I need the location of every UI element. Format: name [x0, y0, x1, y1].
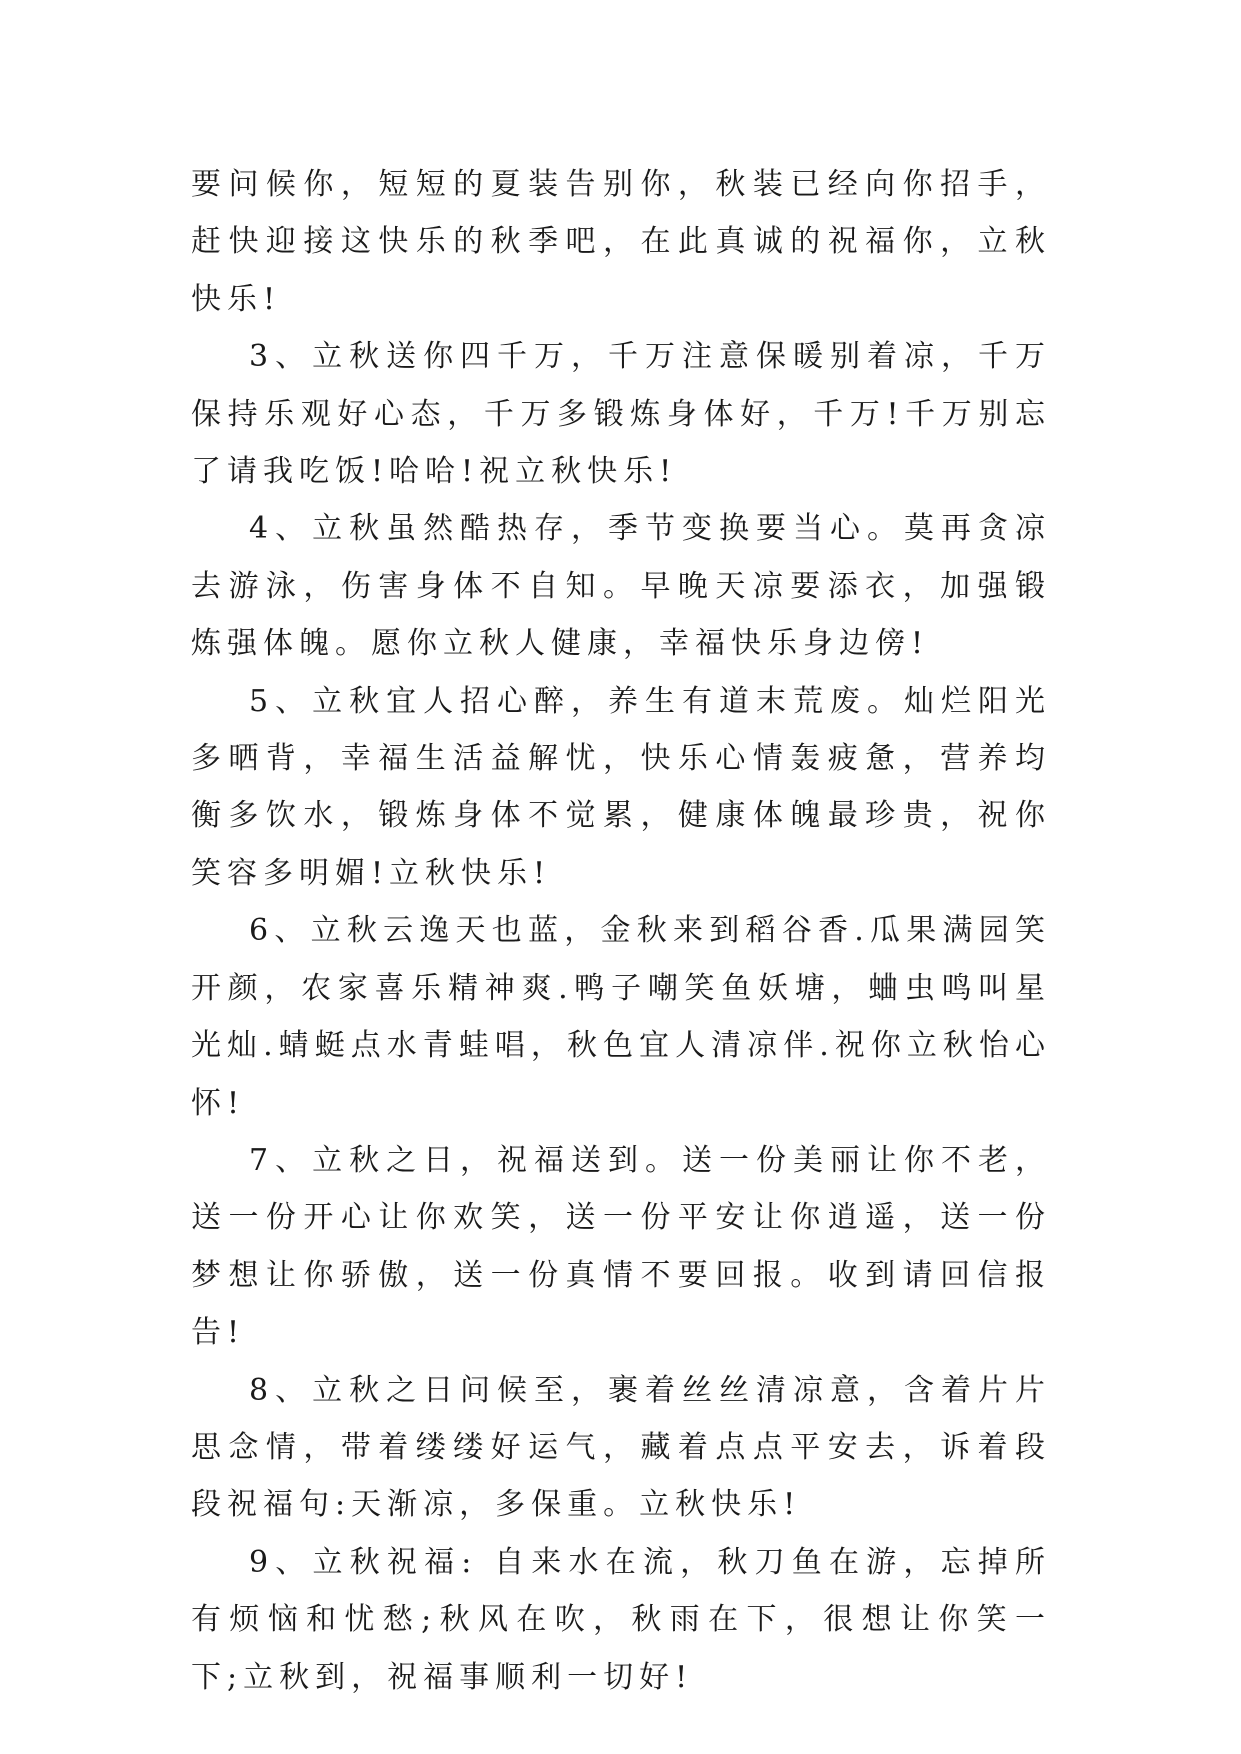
paragraph-5: 5、立秋宜人招心醉，养生有道末荒废。灿烂阳光多晒背，幸福生活益解忧，快乐心情轰疲惫，营养均衡多饮水，锻炼身体不觉累，健康体魄最珍贵，祝你笑容多明媚!立秋快乐! — [191, 683, 1051, 891]
paragraph-7: 7、立秋之日，祝福送到。送一份美丽让你不老，送一份开心让你欢笑，送一份平安让你逍遥，送一份梦想让你骄傲，送一份真情不要回报。收到请回信报告! — [191, 1142, 1051, 1351]
document-body — [191, 156, 1051, 1706]
paragraph-8: 8、立秋之日问候至，裹着丝丝清凉意，含着片片思念情，带着缕缕好运气，藏着点点平安去，诉着段段祝福句:天渐凉，多保重。立秋快乐! — [191, 1372, 1051, 1523]
paragraph-9: 9、立秋祝福: 自来水在流，秋刀鱼在游，忘掉所有烦恼和忧愁;秋风在吹，秋雨在下，很想让你笑一下;立秋到，祝福事顺利一切好! — [191, 1544, 1051, 1695]
paragraph-6: 6、立秋云逸天也蓝，金秋来到稻谷香.瓜果满园笑开颜，农家喜乐精神爽.鸭子嘲笑鱼妖塘，蛐虫鸣叫星光灿.蜻蜓点水青蛙唱，秋色宜人清凉伴.祝你立秋怡心怀! — [191, 913, 1051, 1121]
paragraph-3: 3、立秋送你四千万，千万注意保暖别着凉，千万保持乐观好心态，千万多锻炼身体好，千万!千万别忘了请我吃饭!哈哈!祝立秋快乐! — [191, 339, 1051, 490]
paragraph-intro: 要问候你，短短的夏装告别你，秋装已经向你招手，赶快迎接这快乐的秋季吧，在此真诚的祝福你，立秋快乐! — [191, 167, 1051, 317]
paragraph-4: 4、立秋虽然酷热存，季节变换要当心。莫再贪凉去游泳，伤害身体不自知。早晚天凉要添衣，加强锻炼强体魄。愿你立秋人健康，幸福快乐身边傍! — [191, 511, 1051, 662]
